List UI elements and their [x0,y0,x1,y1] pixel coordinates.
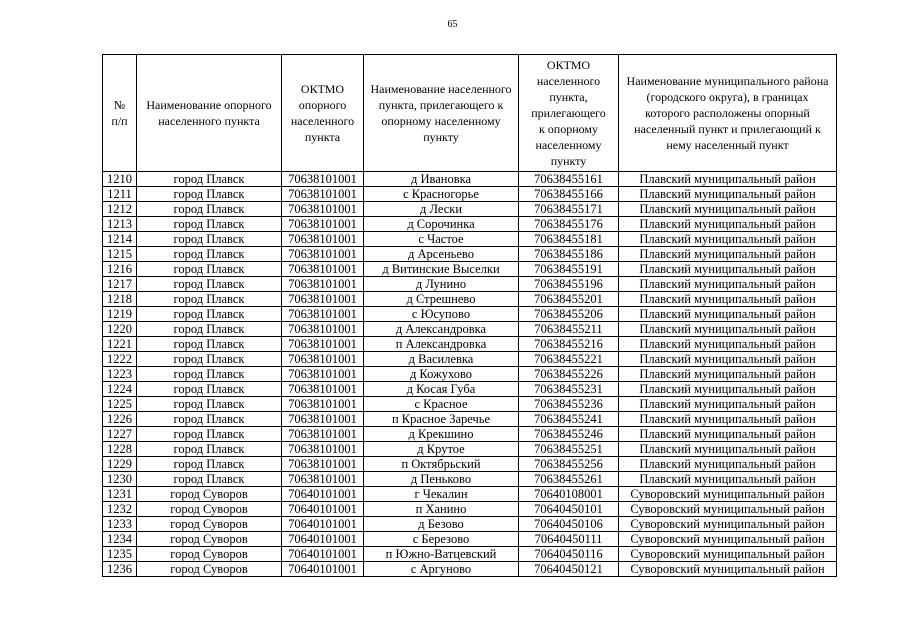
table-row [103,502,837,517]
table-row [103,532,837,547]
core-oktmo-cell: 70638101001 [282,367,364,382]
adjacent-oktmo-cell: 70638455251 [519,442,619,457]
district-cell: Плавский муниципальный район [619,397,837,412]
adjacent-settlement-cell: д Крекшино [364,427,519,442]
district-cell: Суворовский муниципальный район [619,487,837,502]
table-row [103,367,837,382]
core-oktmo-cell: 70638101001 [282,397,364,412]
adjacent-settlement-cell: д Косая Губа [364,382,519,397]
table-row [103,427,837,442]
core-oktmo-cell: 70638101001 [282,457,364,472]
core-oktmo-cell: 70638101001 [282,202,364,217]
core-settlement-cell: город Плавск [137,382,282,397]
core-settlement-cell: город Плавск [137,217,282,232]
header-row-number: № п/п [103,55,137,172]
district-cell: Суворовский муниципальный район [619,517,837,532]
core-oktmo-cell: 70638101001 [282,247,364,262]
core-oktmo-cell: 70638101001 [282,307,364,322]
row-number-cell: 1213 [103,217,137,232]
row-number-cell: 1219 [103,307,137,322]
core-settlement-cell: город Плавск [137,397,282,412]
header-core-settlement: Наименование опорного населенного пункта [137,55,282,172]
table-row [103,382,837,397]
core-settlement-cell: город Плавск [137,442,282,457]
core-settlement-cell: город Плавск [137,187,282,202]
row-number-cell: 1223 [103,367,137,382]
row-number-cell: 1211 [103,187,137,202]
row-number-cell: 1232 [103,502,137,517]
adjacent-oktmo-cell: 70638455191 [519,262,619,277]
adjacent-settlement-cell: д Безово [364,517,519,532]
district-cell: Плавский муниципальный район [619,322,837,337]
table-row [103,232,837,247]
adjacent-oktmo-cell: 70638455186 [519,247,619,262]
adjacent-settlement-cell: д Витинские Выселки [364,262,519,277]
core-oktmo-cell: 70638101001 [282,322,364,337]
table-row [103,187,837,202]
core-settlement-cell: город Плавск [137,247,282,262]
adjacent-oktmo-cell: 70638455246 [519,427,619,442]
adjacent-oktmo-cell: 70638455261 [519,472,619,487]
district-cell: Плавский муниципальный район [619,307,837,322]
core-settlement-cell: город Плавск [137,367,282,382]
table-body [103,172,837,577]
core-oktmo-cell: 70638101001 [282,442,364,457]
core-settlement-cell: город Плавск [137,457,282,472]
core-oktmo-cell: 70638101001 [282,187,364,202]
adjacent-settlement-cell: д Пеньково [364,472,519,487]
row-number-cell: 1233 [103,517,137,532]
table-row [103,292,837,307]
adjacent-settlement-cell: с Красное [364,397,519,412]
adjacent-oktmo-cell: 70638455231 [519,382,619,397]
table-row [103,217,837,232]
district-cell: Плавский муниципальный район [619,277,837,292]
row-number-cell: 1212 [103,202,137,217]
core-settlement-cell: город Плавск [137,472,282,487]
row-number-cell: 1227 [103,427,137,442]
district-cell: Суворовский муниципальный район [619,562,837,577]
row-number-cell: 1216 [103,262,137,277]
adjacent-oktmo-cell: 70638455211 [519,322,619,337]
table-row [103,337,837,352]
adjacent-oktmo-cell: 70638455201 [519,292,619,307]
table-row [103,487,837,502]
adjacent-settlement-cell: с Березово [364,532,519,547]
district-cell: Плавский муниципальный район [619,232,837,247]
table-row [103,472,837,487]
table-row [103,202,837,217]
adjacent-oktmo-cell: 70640450101 [519,502,619,517]
core-oktmo-cell: 70640101001 [282,547,364,562]
core-settlement-cell: город Плавск [137,322,282,337]
table-row [103,277,837,292]
core-oktmo-cell: 70638101001 [282,292,364,307]
adjacent-settlement-cell: д Крутое [364,442,519,457]
row-number-cell: 1231 [103,487,137,502]
adjacent-settlement-cell: п Красное Заречье [364,412,519,427]
core-oktmo-cell: 70638101001 [282,472,364,487]
adjacent-settlement-cell: с Красногорье [364,187,519,202]
core-settlement-cell: город Суворов [137,487,282,502]
core-settlement-cell: город Суворов [137,547,282,562]
table-row [103,562,837,577]
table-row [103,397,837,412]
adjacent-settlement-cell: п Южно-Ватцевский [364,547,519,562]
table-row [103,412,837,427]
district-cell: Плавский муниципальный район [619,172,837,187]
district-cell: Суворовский муниципальный район [619,532,837,547]
core-oktmo-cell: 70640101001 [282,517,364,532]
adjacent-oktmo-cell: 70638455166 [519,187,619,202]
core-settlement-cell: город Плавск [137,172,282,187]
adjacent-oktmo-cell: 70638455206 [519,307,619,322]
adjacent-oktmo-cell: 70638455236 [519,397,619,412]
adjacent-settlement-cell: с Аргуново [364,562,519,577]
core-settlement-cell: город Плавск [137,292,282,307]
adjacent-settlement-cell: г Чекалин [364,487,519,502]
core-settlement-cell: город Суворов [137,532,282,547]
adjacent-settlement-cell: д Лунино [364,277,519,292]
core-settlement-cell: город Плавск [137,427,282,442]
district-cell: Плавский муниципальный район [619,472,837,487]
district-cell: Плавский муниципальный район [619,262,837,277]
adjacent-oktmo-cell: 70638455221 [519,352,619,367]
adjacent-oktmo-cell: 70638455256 [519,457,619,472]
adjacent-oktmo-cell: 70638455241 [519,412,619,427]
core-oktmo-cell: 70640101001 [282,502,364,517]
core-oktmo-cell: 70638101001 [282,337,364,352]
core-settlement-cell: город Плавск [137,337,282,352]
core-settlement-cell: город Плавск [137,262,282,277]
adjacent-oktmo-cell: 70640450121 [519,562,619,577]
core-oktmo-cell: 70640101001 [282,487,364,502]
core-oktmo-cell: 70640101001 [282,532,364,547]
row-number-cell: 1214 [103,232,137,247]
row-number-cell: 1226 [103,412,137,427]
header-adjacent-settlement: Наименование населенного пункта, прилегающего к опорному населенному пункту [364,55,519,172]
core-oktmo-cell: 70638101001 [282,277,364,292]
adjacent-oktmo-cell: 70638455181 [519,232,619,247]
table-row [103,352,837,367]
adjacent-oktmo-cell: 70640108001 [519,487,619,502]
row-number-cell: 1215 [103,247,137,262]
core-settlement-cell: город Суворов [137,562,282,577]
adjacent-settlement-cell: д Стрешнево [364,292,519,307]
adjacent-settlement-cell: д Василевка [364,352,519,367]
core-settlement-cell: город Плавск [137,202,282,217]
core-settlement-cell: город Плавск [137,307,282,322]
row-number-cell: 1230 [103,472,137,487]
adjacent-oktmo-cell: 70638455161 [519,172,619,187]
core-oktmo-cell: 70638101001 [282,382,364,397]
row-number-cell: 1222 [103,352,137,367]
district-cell: Плавский муниципальный район [619,352,837,367]
district-cell: Суворовский муниципальный район [619,502,837,517]
core-settlement-cell: город Плавск [137,232,282,247]
adjacent-oktmo-cell: 70638455176 [519,217,619,232]
settlements-table [102,54,837,577]
district-cell: Плавский муниципальный район [619,187,837,202]
adjacent-settlement-cell: д Лески [364,202,519,217]
district-cell: Плавский муниципальный район [619,427,837,442]
adjacent-oktmo-cell: 70640450111 [519,532,619,547]
district-cell: Плавский муниципальный район [619,457,837,472]
table-row [103,517,837,532]
table-row [103,442,837,457]
adjacent-settlement-cell: д Сорочинка [364,217,519,232]
core-oktmo-cell: 70638101001 [282,172,364,187]
adjacent-settlement-cell: п Ханино [364,502,519,517]
table-header-row [103,55,837,172]
adjacent-oktmo-cell: 70638455226 [519,367,619,382]
core-oktmo-cell: 70638101001 [282,427,364,442]
adjacent-settlement-cell: д Кожухово [364,367,519,382]
row-number-cell: 1236 [103,562,137,577]
district-cell: Суворовский муниципальный район [619,547,837,562]
adjacent-oktmo-cell: 70638455216 [519,337,619,352]
row-number-cell: 1220 [103,322,137,337]
table-row [103,307,837,322]
core-settlement-cell: город Плавск [137,412,282,427]
core-oktmo-cell: 70638101001 [282,412,364,427]
page-number: 65 [447,19,458,30]
row-number-cell: 1234 [103,532,137,547]
row-number-cell: 1229 [103,457,137,472]
header-core-oktmo: ОКТМО опорного населенного пункта [282,55,364,172]
row-number-cell: 1225 [103,397,137,412]
header-municipal-district: Наименование муниципального района (городского округа), в границах которого расположены опорный населенный пункт и прилегающий к нему населенный пункт [619,55,837,172]
district-cell: Плавский муниципальный район [619,217,837,232]
district-cell: Плавский муниципальный район [619,382,837,397]
table-row [103,322,837,337]
table-row [103,457,837,472]
district-cell: Плавский муниципальный район [619,202,837,217]
adjacent-oktmo-cell: 70640450106 [519,517,619,532]
adjacent-settlement-cell: д Ивановка [364,172,519,187]
table-row [103,247,837,262]
adjacent-settlement-cell: п Александровка [364,337,519,352]
district-cell: Плавский муниципальный район [619,412,837,427]
row-number-cell: 1224 [103,382,137,397]
adjacent-settlement-cell: с Юсупово [364,307,519,322]
adjacent-settlement-cell: п Октябрьский [364,457,519,472]
district-cell: Плавский муниципальный район [619,337,837,352]
core-oktmo-cell: 70638101001 [282,232,364,247]
row-number-cell: 1235 [103,547,137,562]
header-adjacent-oktmo: ОКТМО населенного пункта, прилегающего к опорному населенному пункту [519,55,619,172]
adjacent-settlement-cell: д Арсеньево [364,247,519,262]
table-row [103,172,837,187]
table-row [103,262,837,277]
row-number-cell: 1221 [103,337,137,352]
adjacent-oktmo-cell: 70638455171 [519,202,619,217]
core-settlement-cell: город Плавск [137,352,282,367]
core-oktmo-cell: 70638101001 [282,262,364,277]
row-number-cell: 1210 [103,172,137,187]
core-oktmo-cell: 70640101001 [282,562,364,577]
adjacent-settlement-cell: д Александровка [364,322,519,337]
adjacent-oktmo-cell: 70640450116 [519,547,619,562]
district-cell: Плавский муниципальный район [619,247,837,262]
row-number-cell: 1217 [103,277,137,292]
adjacent-settlement-cell: с Частое [364,232,519,247]
row-number-cell: 1228 [103,442,137,457]
core-settlement-cell: город Суворов [137,502,282,517]
district-cell: Плавский муниципальный район [619,442,837,457]
core-settlement-cell: город Суворов [137,517,282,532]
table-row [103,547,837,562]
district-cell: Плавский муниципальный район [619,367,837,382]
core-settlement-cell: город Плавск [137,277,282,292]
district-cell: Плавский муниципальный район [619,292,837,307]
core-oktmo-cell: 70638101001 [282,217,364,232]
core-oktmo-cell: 70638101001 [282,352,364,367]
adjacent-oktmo-cell: 70638455196 [519,277,619,292]
row-number-cell: 1218 [103,292,137,307]
